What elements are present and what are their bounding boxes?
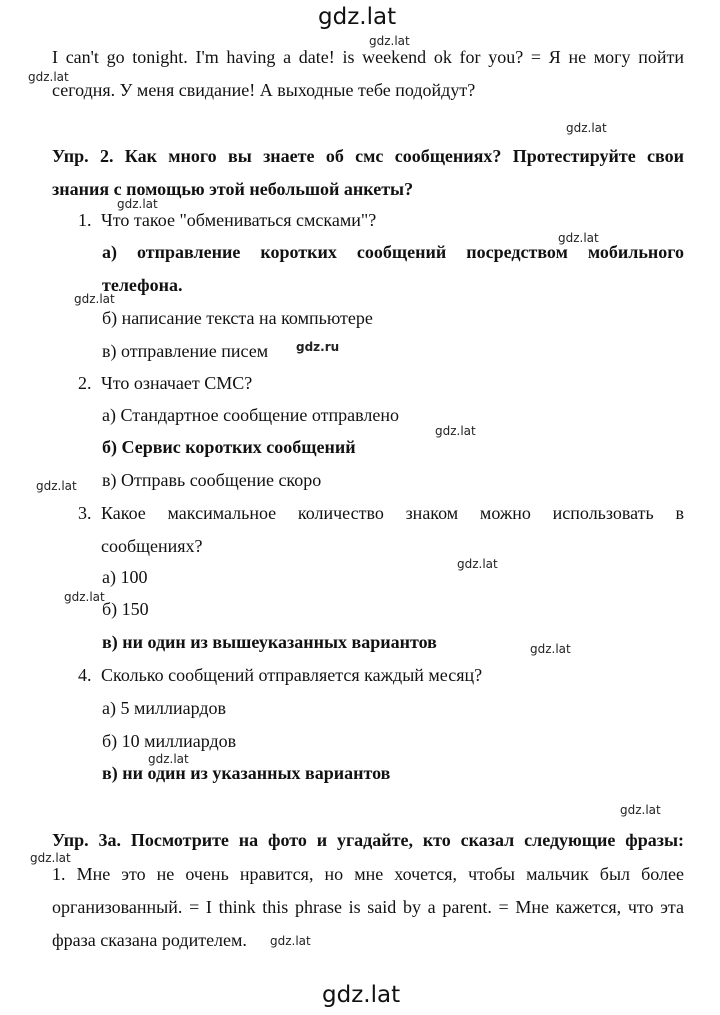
q1-number: 1. xyxy=(78,210,92,230)
ex3a-line-3: фраза сказана родителем. xyxy=(52,930,247,950)
watermark-small: gdz.lat xyxy=(435,424,476,438)
q3-text-line-2: сообщениях? xyxy=(101,536,203,556)
q2-option-a: а) Стандартное сообщение отправлено xyxy=(102,405,399,425)
q3-text-line-1: Какое максимальное количество знаком можно использовать в xyxy=(101,503,684,523)
watermark-small: gdz.lat xyxy=(117,197,158,211)
q4-number: 4. xyxy=(78,665,92,685)
watermark-small: gdz.lat xyxy=(28,70,69,84)
watermark-small: gdz.lat xyxy=(30,851,71,865)
ex2-title-line-1: Упр. 2. Как много вы знаете об смс сообщениях? Протестируйте свои xyxy=(52,146,684,166)
ex3a-line-2: организованный. = I think this phrase is said by a parent. = Мне кажется, что эта xyxy=(52,897,684,917)
watermark-small: gdz.lat xyxy=(530,642,571,656)
q1-text: Что такое "обмениваться смсками"? xyxy=(101,210,377,230)
q2-option-c: в) Отправь сообщение скоро xyxy=(102,470,322,490)
q4-option-c: в) ни один из указанных вариантов xyxy=(102,763,391,783)
q1-option-c: в) отправление писем xyxy=(102,341,269,361)
watermark-bottom: gdz.lat xyxy=(322,982,401,1008)
q1-option-a: а) отправление коротких сообщений посредством мобильного xyxy=(102,242,684,262)
ex3a-line-1: 1. Мне это не очень нравится, но мне хочется, чтобы мальчик был более xyxy=(52,864,684,884)
intro-line-1: I can't go tonight. I'm having a date! is weekend ok for you? = Я не могу пойти xyxy=(52,47,684,67)
q2-option-b: б) Сервис коротких сообщений xyxy=(102,437,356,457)
watermark-small: gdz.lat xyxy=(64,590,105,604)
watermark-small: gdz.lat xyxy=(566,121,607,135)
q3-option-b: б) 150 xyxy=(102,599,149,619)
q2-text: Что означает СМС? xyxy=(101,373,253,393)
watermark-small: gdz.lat xyxy=(457,557,498,571)
watermark-ru: gdz.ru xyxy=(296,340,340,354)
watermark-small: gdz.lat xyxy=(369,34,410,48)
intro-line-2: сегодня. У меня свидание! А выходные тебе подойдут? xyxy=(52,80,476,100)
q4-option-b: б) 10 миллиардов xyxy=(102,731,237,751)
q2-number: 2. xyxy=(78,373,92,393)
watermark-small: gdz.lat xyxy=(74,292,115,306)
q3-option-c: в) ни один из вышеуказанных вариантов xyxy=(102,632,437,652)
watermark-small: gdz.lat xyxy=(558,231,599,245)
watermark-small: gdz.lat xyxy=(148,752,189,766)
q1-option-b: б) написание текста на компьютере xyxy=(102,308,373,328)
watermark-small: gdz.lat xyxy=(270,934,311,948)
ex3a-title: Упр. 3а. Посмотрите на фото и угадайте, кто сказал следующие фразы: xyxy=(52,830,684,850)
watermark-small: gdz.lat xyxy=(36,479,77,493)
q4-text: Сколько сообщений отправляется каждый месяц? xyxy=(101,665,483,685)
watermark-top: gdz.lat xyxy=(318,4,397,30)
q3-number: 3. xyxy=(78,503,92,523)
q4-option-a: а) 5 миллиардов xyxy=(102,698,227,718)
q3-option-a: а) 100 xyxy=(102,567,148,587)
ex2-title-line-2: знания с помощью этой небольшой анкеты? xyxy=(52,179,414,199)
q1-option-a-cont: телефона. xyxy=(102,275,183,295)
watermark-small: gdz.lat xyxy=(620,803,661,817)
